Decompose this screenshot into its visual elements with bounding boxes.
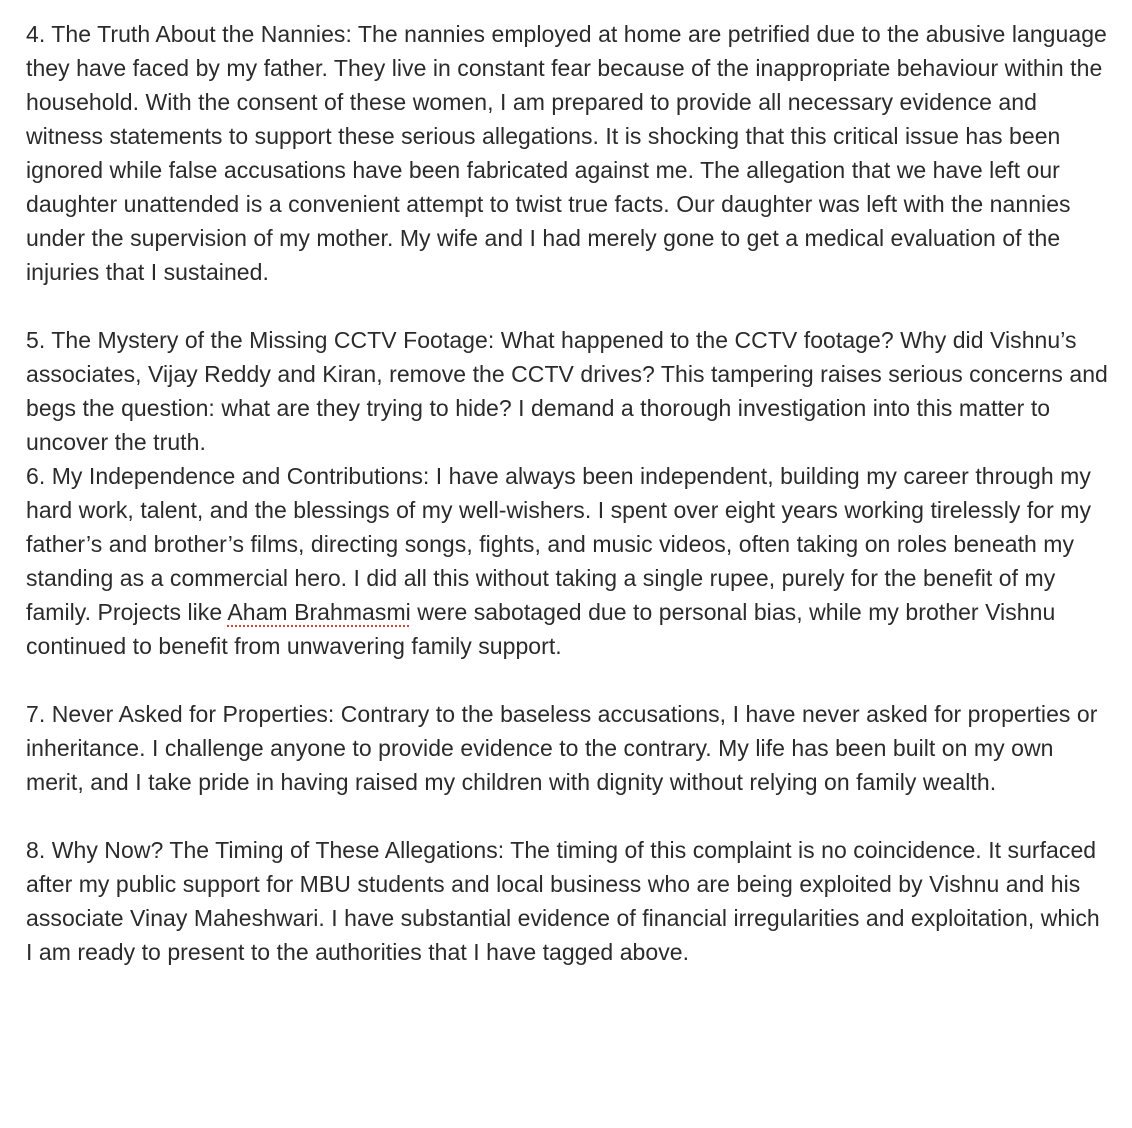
paragraph-spacer (26, 663, 1112, 697)
paragraph-7-properties: 7. Never Asked for Properties: Contrary to the baseless accusations, I have never asked for properties or inheritance. I challenge anyone to provide evidence to the contrary. My life has been built on my own merit, and I take pride in having raised my children with dignity without relying on family wealth. (26, 701, 1098, 795)
paragraph-spacer (26, 289, 1112, 323)
paragraph-8-timing: 8. Why Now? The Timing of These Allegations: The timing of this complaint is no coincidence. It surfaced after my public support for MBU students and local business who are being exploited by Vishnu and his associate Vinay Maheshwari. I have substantial evidence of financial irregularities and exploitation, which I am ready to present to the authorities that I have tagged above. (26, 837, 1100, 965)
paragraph-spacer (26, 799, 1112, 833)
paragraph-5-cctv: 5. The Mystery of the Missing CCTV Footage: What happened to the CCTV footage? Why did Vishnu’s associates, Vijay Reddy and Kiran, remove the CCTV drives? This tampering raises serious concerns and begs the question: what are they trying to hide? I demand a thorough investigation into this matter to uncover the truth. (26, 327, 1108, 455)
paragraph-6-independence (26, 459, 1112, 663)
spellcheck-flagged-word[interactable]: Aham Brahmasmi (227, 599, 411, 625)
paragraph-6-text-before: 6. My Independence and Contributions: I have always been independent, building my career through my hard work, talent, and the blessings of my well-wishers. I spent over eight years working tirelessly for my father’s and brother’s films, directing songs, fights, and music videos, often taking on roles beneath my standing as a commercial hero. I did all this without taking a single rupee, purely for the benefit of my family. Projects like (26, 463, 1092, 625)
paragraph-4-nannies: 4. The Truth About the Nannies: The nannies employed at home are petrified due to the abusive language they have faced by my father. They live in constant fear because of the inappropriate behaviour within the household. With the consent of these women, I am prepared to provide all necessary evidence and witness statements to support these serious allegations. It is shocking that this critical issue has been ignored while false accusations have been fabricated against me. The allegation that we have left our daughter unattended is a convenient attempt to twist true facts. Our daughter was left with the nannies under the supervision of my mother. My wife and I had merely gone to get a medical evaluation of the injuries that I sustained. (26, 21, 1107, 285)
paragraph-6-text-after: were sabotaged due to personal bias, while my brother Vishnu continued to benefit from unwavering family support. (26, 599, 1056, 659)
